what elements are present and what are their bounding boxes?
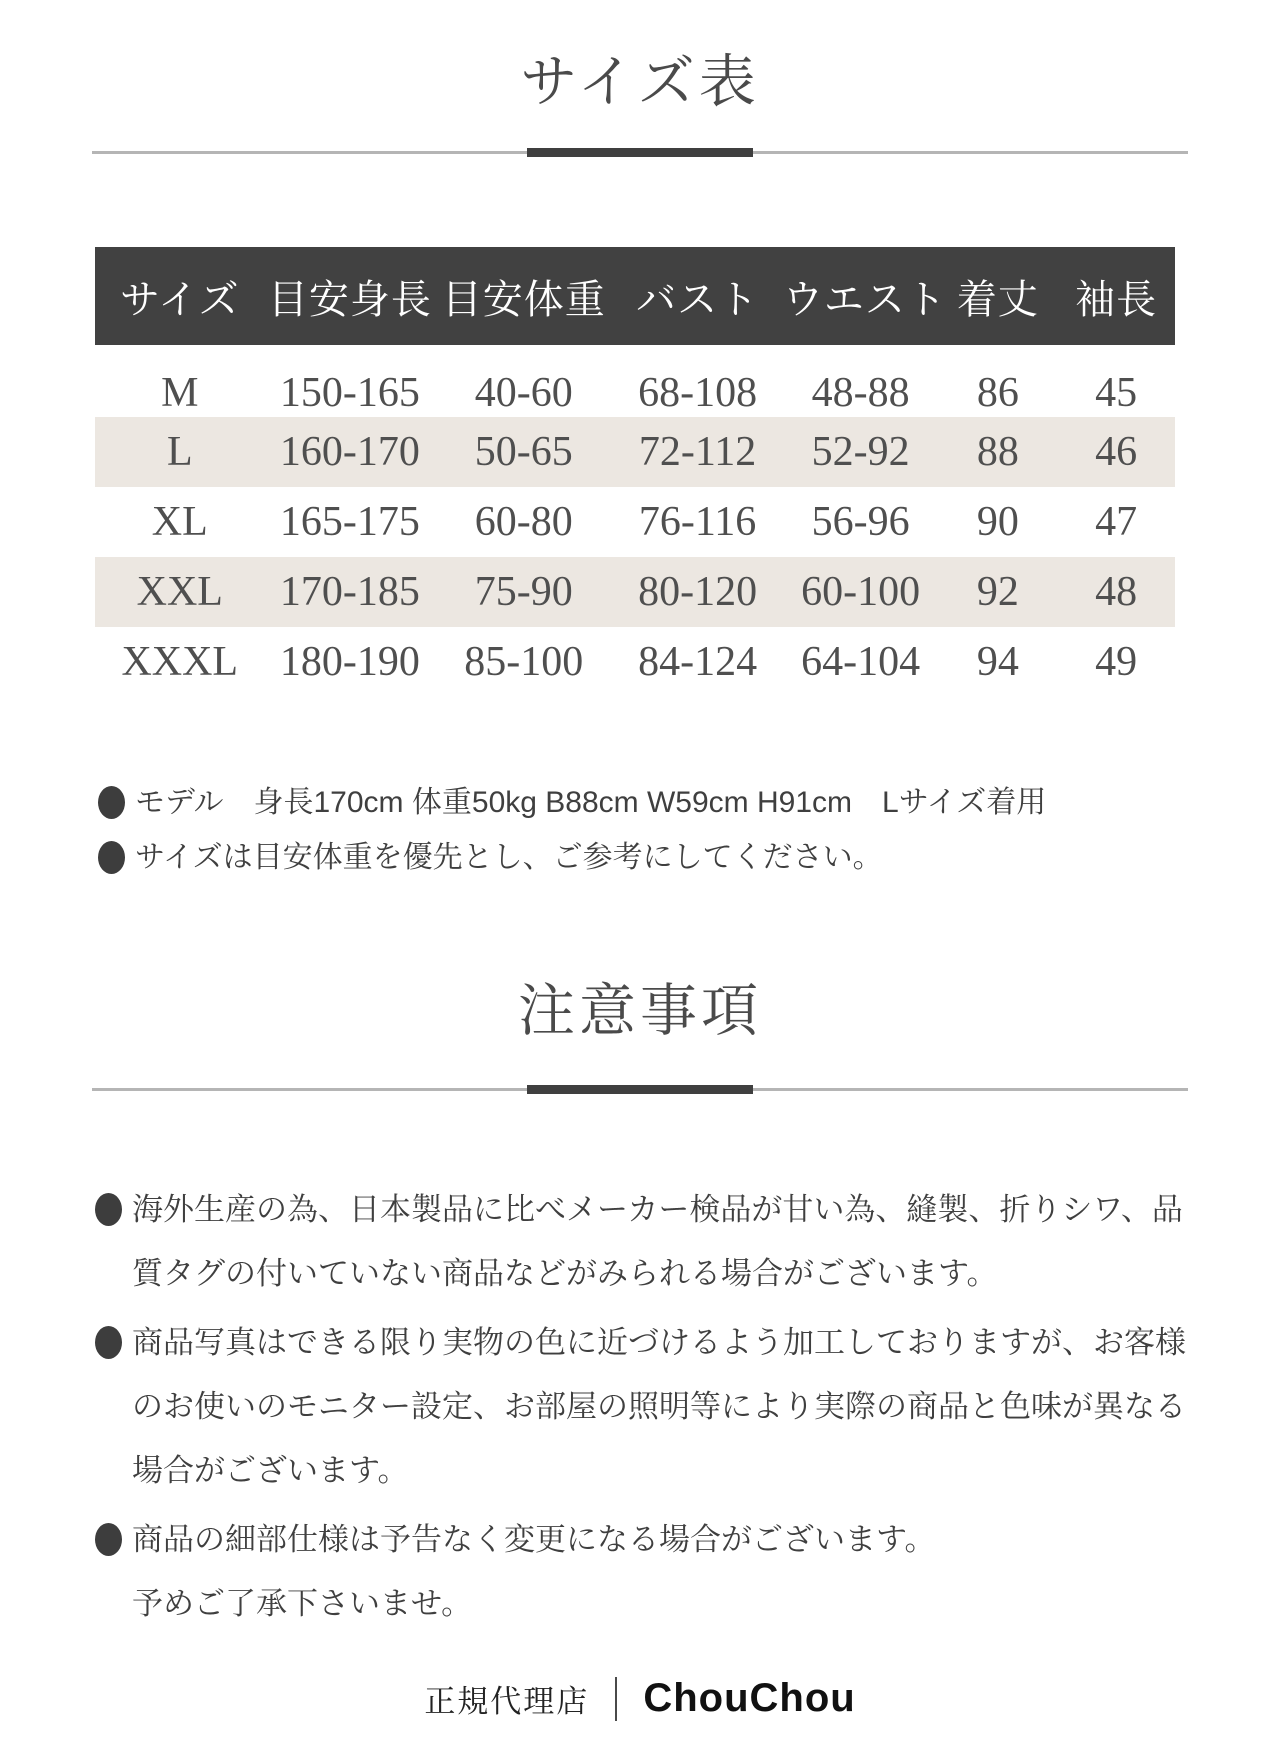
table-cell-waist: 64-104 [801,639,921,685]
table-cell-size: XL [151,499,208,545]
table-cell-length: 90 [976,499,1019,545]
footer-separator [615,1677,617,1721]
precaution-text [132,1508,936,1636]
precautions-title: 注意事項 [518,979,762,1043]
table-cell-sleeve: 46 [1095,429,1138,475]
size-table [95,247,1175,697]
col-header-weight: 目安体重 [441,277,606,322]
table-cell-height: 165-175 [279,499,420,545]
precautions-divider [92,1085,1188,1094]
bullet-icon [95,1326,122,1359]
col-header-waist: ウエスト [782,277,947,322]
table-cell-bust: 68-108 [638,370,758,416]
table-cell-size: XXL [136,569,223,615]
precaution-line: 質タグの付いていない商品などがみられる場合がございます。 [132,1256,998,1291]
precaution-item [95,1311,1220,1503]
table-cell-waist: 52-92 [811,429,910,475]
table-row [95,627,1175,697]
table-cell-height: 170-185 [279,569,420,615]
bullet-icon [98,841,125,874]
brand-logo-text: ChouChou [643,1676,856,1720]
precaution-line: 商品写真はできる限り実物の色に近づけるよう加工しておりますが、お客様 [132,1325,1186,1360]
size-note-text: サイズは目安体重を優先とし、ご参考にしてください。 [135,841,883,874]
table-cell-bust: 76-116 [638,499,757,545]
precaution-line: 商品の細部仕様は予告なく変更になる場合がございます。 [132,1522,936,1557]
page-title: サイズ表 [520,50,760,114]
col-header-bust: バスト [636,277,760,322]
col-header-sleeve: 袖長 [1075,277,1158,322]
table-cell-height: 160-170 [279,429,420,475]
table-row [95,487,1175,557]
dealer-label: 正規代理店 [424,1684,590,1719]
precaution-item [95,1178,1220,1306]
table-cell-size: L [166,429,193,475]
size-note-item [98,830,1220,885]
table-cell-waist: 60-100 [801,569,921,615]
size-notes [98,775,1220,885]
size-table-header [95,247,1175,345]
size-note-text: モデル 身長170cm 体重50kg B88cm W59cm H91cm Lサイズ着用 [135,786,1047,819]
bullet-icon [95,1523,122,1556]
table-row [95,557,1175,627]
table-cell-sleeve: 47 [1095,499,1138,545]
table-cell-weight: 60-80 [474,499,573,545]
table-cell-waist: 56-96 [811,499,910,545]
table-cell-length: 86 [976,370,1019,416]
precaution-line: のお使いのモニター設定、お部屋の照明等により実際の商品と色味が異なる [132,1389,1186,1424]
precaution-line: 海外生産の為、日本製品に比べメーカー検品が甘い為、縫製、折りシワ、品 [132,1192,1183,1227]
table-cell-sleeve: 45 [1095,370,1138,416]
bullet-icon [95,1193,122,1226]
table-cell-length: 94 [976,639,1019,685]
table-cell-weight: 40-60 [474,370,573,416]
precaution-line: 場合がございます。 [132,1453,409,1488]
table-cell-bust: 72-112 [638,429,757,475]
table-cell-weight: 75-90 [474,569,573,615]
table-cell-length: 92 [976,569,1019,615]
table-cell-size: XXXL [121,639,239,685]
table-cell-sleeve: 48 [1095,569,1138,615]
precaution-item [95,1508,1220,1636]
table-cell-bust: 80-120 [638,569,758,615]
divider-accent [527,148,753,157]
header-row [95,247,1175,345]
footer [0,1676,1280,1721]
col-header-height: 目安身長 [267,277,432,322]
table-row [95,417,1175,487]
table-cell-waist: 48-88 [811,370,910,416]
divider-accent [527,1085,753,1094]
precaution-text [132,1178,1183,1306]
size-table-body [95,345,1175,697]
precautions-list [95,1178,1220,1636]
table-cell-size: M [161,370,199,416]
bullet-icon [98,786,125,819]
size-note-item [98,775,1220,830]
col-header-size: サイズ [119,277,240,322]
col-header-length: 着丈 [956,277,1039,322]
table-cell-weight: 50-65 [474,429,573,475]
table-cell-length: 88 [976,429,1019,475]
table-cell-weight: 85-100 [464,639,584,685]
table-cell-height: 150-165 [279,370,420,416]
table-cell-bust: 84-124 [638,639,758,685]
table-row [95,345,1175,417]
precaution-line: 予めご了承下さいませ。 [132,1586,473,1621]
title-divider [92,148,1188,157]
precaution-text [132,1311,1186,1503]
table-cell-sleeve: 49 [1095,639,1138,685]
table-cell-height: 180-190 [279,639,420,685]
